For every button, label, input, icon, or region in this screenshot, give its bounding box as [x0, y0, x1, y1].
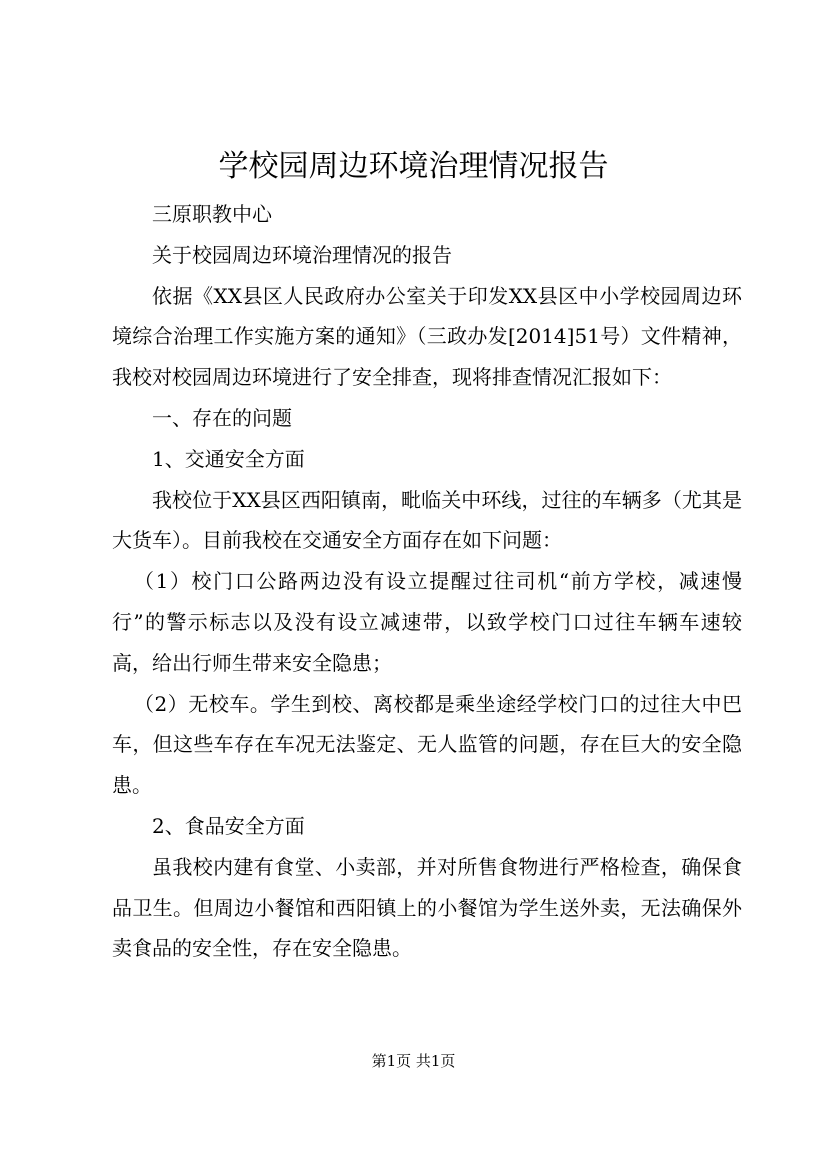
document-body [112, 194, 742, 969]
paragraph-intro: 依据《XX县区人民政府办公室关于印发XX县区中小学校园周边环境综合治理工作实施方案的通知》（三政办发[2014]51号）文件精神，我校对校园周边环境进行了安全排查，现将排查情况汇报如下： [112, 283, 742, 390]
paragraph-traffic: 我校位于XX县区西阳镇南，毗临关中环线，过往的车辆多（尤其是大货车）。目前我校在交通安全方面存在如下问题： [112, 487, 742, 553]
paragraph-organization: 三原职教中心 [152, 202, 272, 226]
paragraph-report-heading: 关于校园周边环境治理情况的报告 [152, 242, 452, 267]
page-footer: 第1页 共1页 [371, 1052, 456, 1070]
subsection-heading-traffic: 1、交通安全方面 [152, 446, 305, 471]
subsection-heading-food: 2、食品安全方面 [152, 813, 305, 838]
paragraph-traffic-item-1: （1）校门口公路两边没有设立提醒过往司机“前方学校，减速慢行”的警示标志以及没有设立减速带，以致学校门口过往车辆车速较高，给出行师生带来安全隐患； [112, 569, 742, 675]
paragraph-food: 虽我校内建有食堂、小卖部，并对所售食物进行严格检查，确保食品卫生。但周边小餐馆和西阳镇上的小餐馆为学生送外卖，无法确保外卖食品的安全性，存在安全隐患。 [112, 854, 742, 961]
section-heading-problems: 一、存在的问题 [152, 405, 292, 430]
paragraph-traffic-item-2: （2）无校车。学生到校、离校都是乘坐途经学校门口的过往大中巴车，但这些车存在车况无法鉴定、无人监管的问题，存在巨大的安全隐患。 [112, 691, 742, 798]
document-title: 学校园周边环境治理情况报告 [218, 149, 609, 184]
